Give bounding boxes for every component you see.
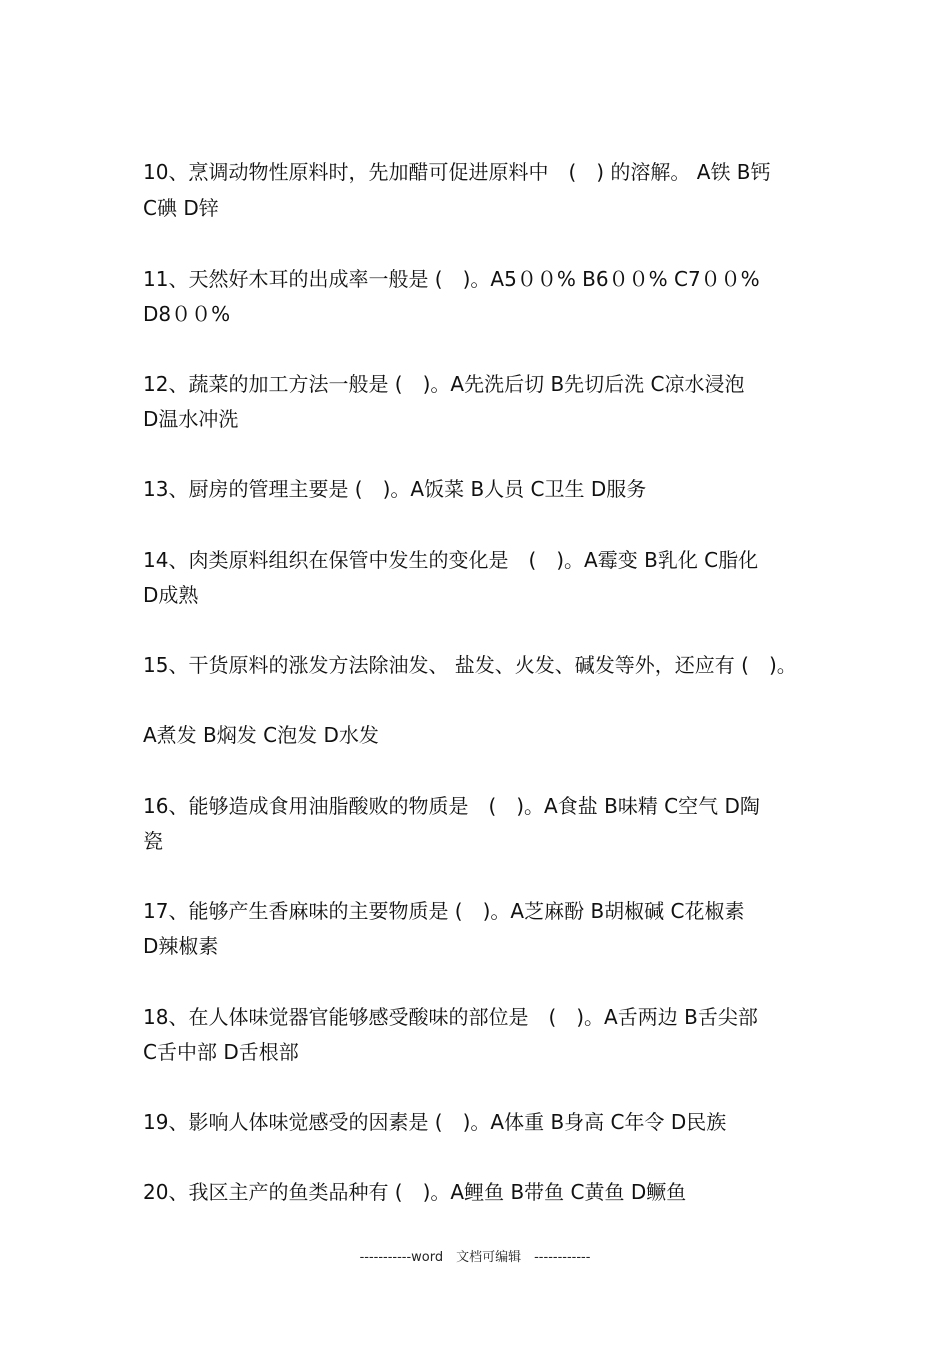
question-15-options: A煮发 B焖发 C泡发 D水发 [143,723,379,747]
page-footer: -----------word 文档可编辑 ------------ [359,1250,591,1265]
question-10-line-1: 10、烹调动物性原料时，先加醋可促进原料中 ( ) 的溶解。 A铁 B钙 [143,160,771,184]
question-16-line-2: 瓷 [143,829,163,853]
question-17-line-1: 17、能够产生香麻味的主要物质是 ( )。A芝麻酚 B胡椒碱 C花椒素 [143,899,745,923]
question-18-line-1: 18、在人体味觉器官能够感受酸味的部位是 ( )。A舌两边 B舌尖部 [143,1005,758,1029]
question-14-line-1: 14、肉类原料组织在保管中发生的变化是 ( )。A霉变 B乳化 C脂化 [143,548,759,572]
question-11-line-2: D8００% [143,302,231,326]
question-16-line-1: 16、能够造成食用油脂酸败的物质是 ( )。A食盐 B味精 C空气 D陶 [143,794,760,818]
question-12-line-1: 12、蔬菜的加工方法一般是 ( )。A先洗后切 B先切后洗 C凉水浸泡 [143,372,745,396]
question-20-line-1: 20、我区主产的鱼类品种有 ( )。A鲤鱼 B带鱼 C黄鱼 D鳜鱼 [143,1180,687,1204]
question-10-line-2: C碘 D锌 [143,196,219,220]
question-15-line-1: 15、干货原料的涨发方法除油发、 盐发、火发、碱发等外，还应有 ( )。 [143,653,797,677]
question-18-line-2: C舌中部 D舌根部 [143,1040,299,1064]
question-12-line-2: D温水冲洗 [143,407,239,431]
question-19-line-1: 19、影响人体味觉感受的因素是 ( )。A体重 B身高 C年令 D民族 [143,1110,727,1134]
question-13-line-1: 13、厨房的管理主要是 ( )。A饭菜 B人员 C卫生 D服务 [143,477,647,501]
question-17-line-2: D辣椒素 [143,934,219,958]
question-14-line-2: D成熟 [143,583,199,607]
question-11-line-1: 11、天然好木耳的出成率一般是 ( )。A5００% B6００% C7００% [143,267,760,291]
